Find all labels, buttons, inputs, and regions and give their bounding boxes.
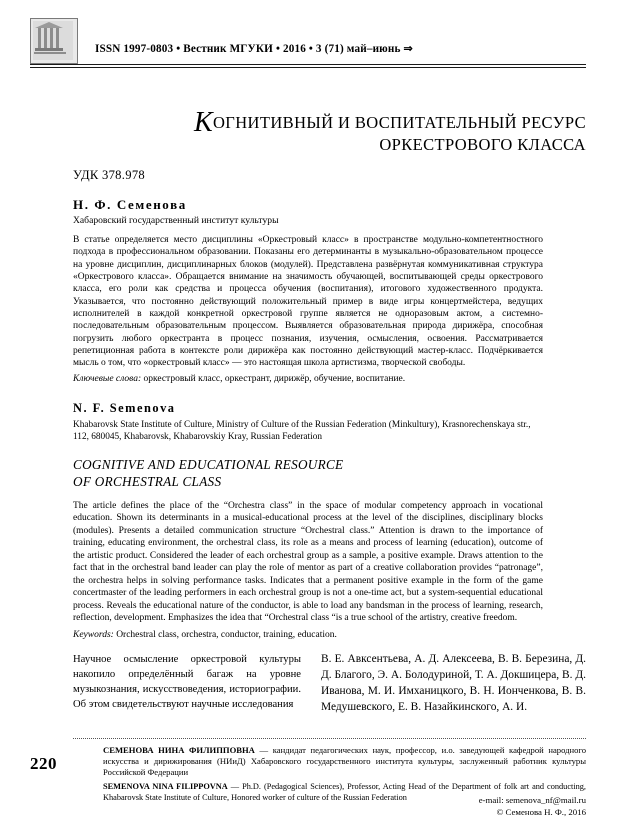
article-title-line-1 — [30, 107, 586, 138]
footnote-ru-name: СЕМЕНОВА НИНА ФИЛИППОВНА — [103, 745, 255, 755]
abstract-en: The article defines the place of the “Orchestra class” in the space of modular competency approach in vocational education. Shown its determinants in a musical-educational process at the level of the disciplines, disciplinary blocks (modules). Presents a detailed communication structure “Orchestral class.” Attention is drawn to the importance of training, educating environment, the orchestral class, its role as a means and process of learning (education), outcome of the artistic product. Considered the leader of each orchestral group as a sample, a positive example. Draws attention to the fact that in the orchestral band leader can play the role of mentor as part of a creative collaboration provides “patronage”, the orchestra helps in solving performance tasks. Indicates that a permanent positive example in the form of the game concertmaster of the leading performers in each orchestral group is not a one-time act, but a system-sequential educational process. Reveals the educational nature of the conductor, is able to load any bandsman in the process of learning, research, reflection, development. Emphasizes the idea that “Orchestral class “is a true school of the artistry, creative freedom. — [73, 500, 543, 624]
keywords-label-ru: Ключевые слова: — [73, 373, 142, 384]
article-body — [73, 168, 543, 641]
issn-header-text: ISSN 1997-0803 • Вестник МГУКИ • 2016 • 3 (71) май–июнь ⇒ — [95, 43, 413, 55]
emblem-graphic — [33, 21, 73, 60]
abstract-ru: В статье определяется место дисциплины «Оркестровый класс» в пространстве модульно-компетентностного подхода в профессиональном образовании. Показаны его детерминанты в музыкально-образовательном процессе на уровне дисциплин, дисциплинарных блоков (модулей). Представлена развёрнутая коммуникативная структура «Оркестрового класса». Обращается внимание на значимость обучающей, воспитывающей среды оркестрового класса, его роли как средства и процесса обучения (воспитания), итогового художественного продукта. Указывается, что постоянно действующий положительный пример в виде игры концертмейстера, ведущих исполнителей в каждой конкретной оркестровой группе является не одноразовым актом, а системно-последовательным образовательным процессом. Выявляется образовательная природа дирижёра, способная погрузить любого оркестранта в процесс познания, изучения, осмысления, освоения. Рассматривается репетиционная работа в контексте роли дирижёра как постоянно действующий мастер-класс. Подчёркивается мысль о том, что «оркестровый класс» — это настоящая школа артистизма, творческой свободы. — [73, 235, 543, 369]
title-line-1-text: ОГНИТИВНЫЙ И ВОСПИТАТЕЛЬНЫЙ РЕСУРС — [212, 113, 586, 132]
article-title-line-2: ОРКЕСТРОВОГО КЛАССА — [379, 135, 586, 155]
keywords-ru — [73, 373, 543, 385]
copyright-line: © Семенова Н. Ф., 2016 — [496, 806, 586, 817]
body-column-left: Научное осмысление оркестровой культуры накопило определённый багаж на уровне музыкознания, искусствоведения, историографии. Об этом свидетельствуют научные исследования — [73, 654, 301, 711]
article-title-en — [73, 456, 543, 490]
emblem-svg — [33, 21, 73, 60]
article-title-en-line-1: COGNITIVE AND EDUCATIONAL RESOURCE — [73, 456, 344, 472]
body-column-right: В. Е. Авксентьева, А. Д. Алексеева, В. В. Березина, Д. Д. Благого, Э. А. Болодуриной, Т. А. Докшицера, В. Д. Иванова, М. И. Имханицкого, В. Н. Ионченкова, В. В. Медушевского, Е. В. Назайкинского, А. И. — [321, 653, 586, 713]
page-header — [0, 18, 617, 64]
journal-emblem-icon — [30, 18, 78, 64]
keywords-en — [73, 629, 543, 641]
keywords-text-ru: оркестровый класс, оркестрант, дирижёр, обучение, воспитание. — [143, 373, 406, 384]
title-dropcap: К — [193, 107, 213, 138]
keywords-label-en: Keywords: — [73, 629, 114, 640]
header-divider — [30, 64, 586, 65]
header-divider-second — [30, 67, 586, 68]
footnote-en-text: — Ph.D. (Pedagogical Sciences), Professor, Acting Head of the Department of folk art and conducting, Khabarovsk State Institute of Culture, Honored worker of culture of the Russian Federation — [103, 782, 586, 802]
article-title-en-line-2: OF ORCHESTRAL CLASS — [73, 473, 222, 489]
affiliation-en: Khabarovsk State Institute of Culture, Ministry of Culture of the Russian Federation (Minkultury), Krasnorechenskaya str., 112, 680045, Khabarovsk, Khabarovskiy Kray, Russian Federation — [73, 420, 531, 443]
udk-code: УДК 378.978 — [73, 168, 146, 182]
keywords-text-en: Orchestral class, orchestra, conductor, training, education. — [116, 629, 337, 640]
footnote-en-name: SEMENOVA NINA FILIPPOVNA — [103, 782, 228, 791]
author-name-ru: Н. Ф. Семенова — [73, 197, 187, 212]
article-title — [30, 107, 586, 156]
author-name-en: N. F. Semenova — [73, 401, 176, 416]
affiliation-ru: Хабаровский государственный институт культуры — [73, 215, 279, 226]
email-line: e-mail: semenova_nf@mail.ru — [478, 795, 586, 805]
page-number: 220 — [30, 754, 57, 773]
footnote-ru-text: — кандидат педагогических наук, профессор, и.о. заведующей кафедрой народного искусства и дирижирования (НИиД) Хабаровского государственного института культуры, заслуженный работник культуры Российской Федерации — [103, 745, 586, 777]
footnote-ru — [103, 745, 586, 778]
footer-contact — [103, 795, 586, 819]
footer-divider — [73, 738, 586, 739]
